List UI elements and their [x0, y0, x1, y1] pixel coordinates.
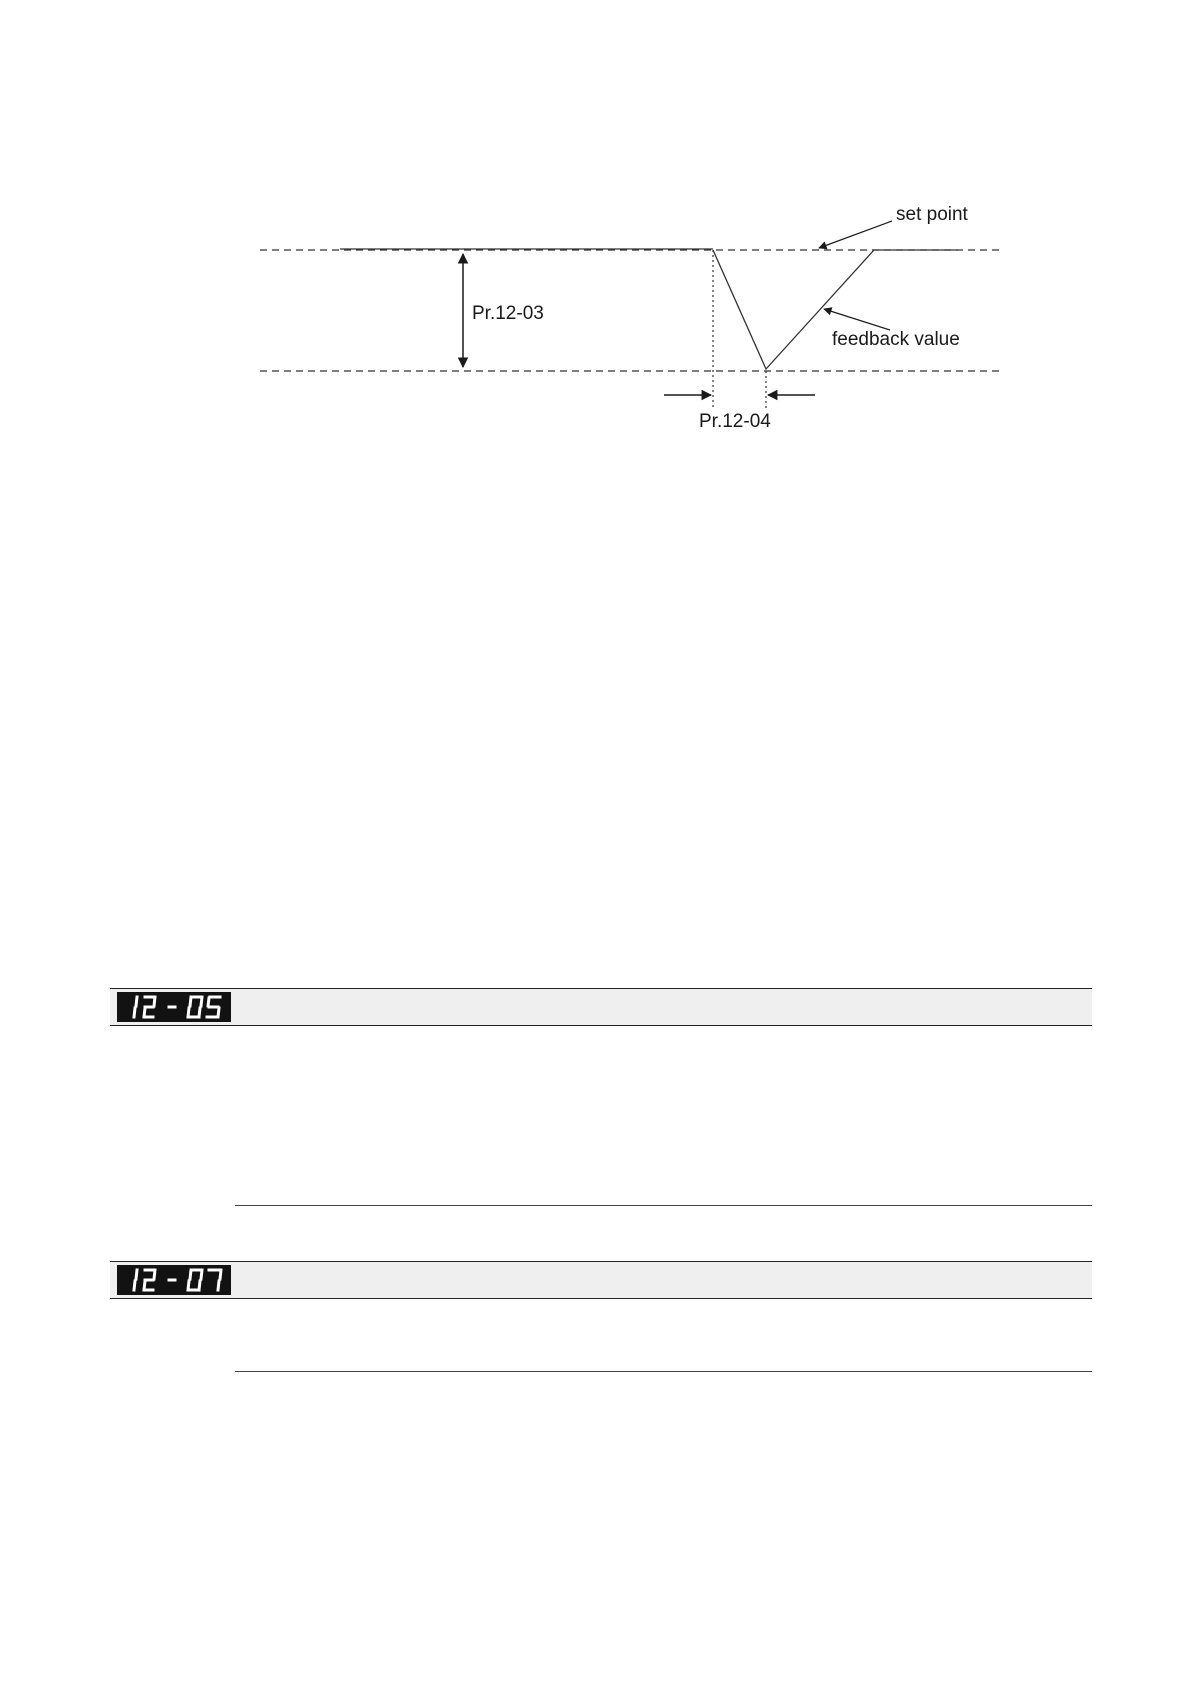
pr-12-03-label: Pr.12-03: [472, 303, 544, 324]
seven-segment-display-icon: [117, 1265, 231, 1295]
section-divider-12-07: [235, 1371, 1092, 1372]
set-point-leader-arrow: [819, 221, 892, 248]
section-divider-12-05: [235, 1205, 1092, 1206]
parameter-header-12-05: [110, 988, 1092, 1026]
feedback-value-curve: [713, 250, 958, 369]
pr-12-04-label: Pr.12-04: [699, 411, 771, 432]
feedback-timing-diagram: [0, 0, 1190, 460]
seven-segment-display-icon: [117, 992, 231, 1022]
parameter-header-12-07: [110, 1261, 1092, 1299]
feedback-value-label: feedback value: [832, 329, 960, 350]
feedback-value-leader-arrow: [824, 309, 890, 330]
set-point-label: set point: [896, 204, 968, 225]
